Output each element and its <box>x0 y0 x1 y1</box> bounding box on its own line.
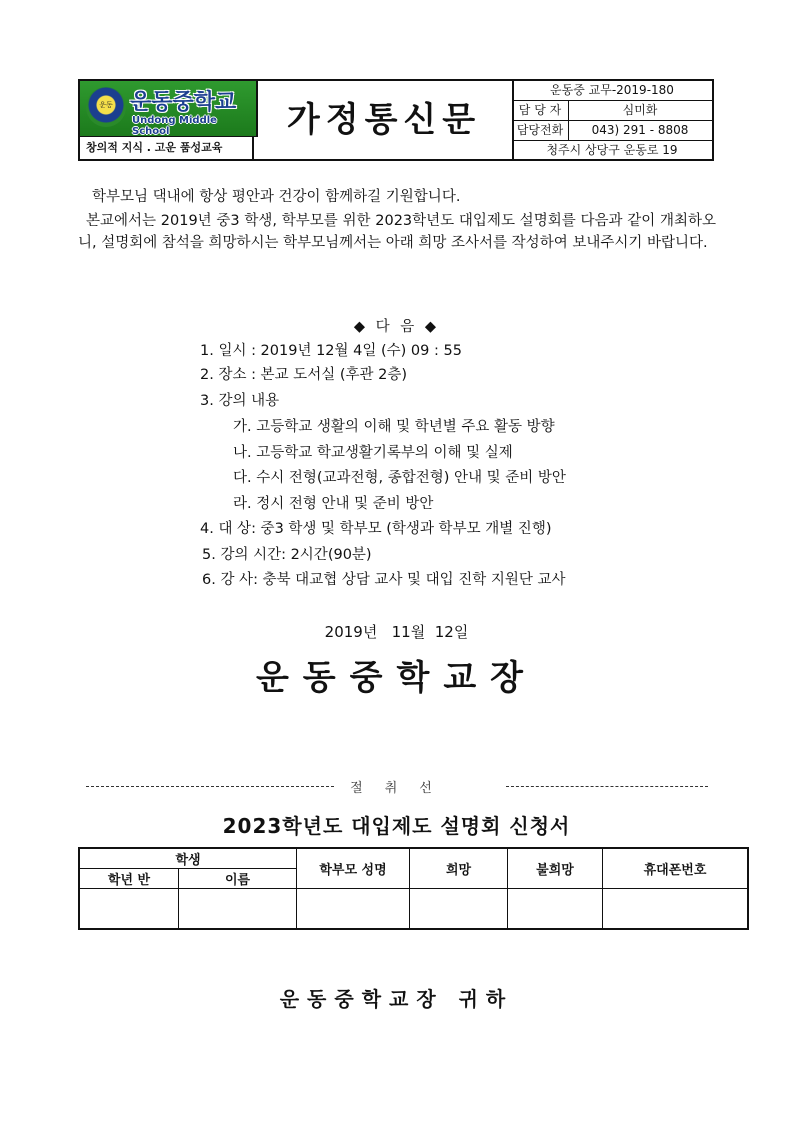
application-table <box>78 847 749 930</box>
no-hope-header: 불희망 <box>508 848 603 889</box>
doc-info-box <box>512 81 712 159</box>
school-emblem-icon <box>86 87 126 127</box>
detail-item: 2. 장소 : 본교 도서실 (후관 2층) <box>200 367 407 383</box>
grade-class-header: 학년 반 <box>79 869 179 889</box>
cut-dash-left <box>86 786 334 787</box>
phone-row <box>512 121 712 141</box>
parent-name-header: 학부모 성명 <box>297 848 410 889</box>
detail-subitem: 라. 정시 전형 안내 및 준비 방안 <box>233 496 434 512</box>
manager-value: 심미화 <box>622 103 658 117</box>
detail-subitem: 가. 고등학교 생활의 이해 및 학년별 주요 활동 방향 <box>233 419 555 435</box>
no-hope-field[interactable] <box>508 889 603 929</box>
school-motto: 창의적 지식 . 고운 품성교육 <box>80 136 254 159</box>
grade-class-field[interactable] <box>79 889 179 929</box>
hope-field[interactable] <box>410 889 508 929</box>
hope-header: 희망 <box>410 848 508 889</box>
manager-label: 담 당 자 <box>512 101 569 120</box>
name-field[interactable] <box>179 889 297 929</box>
logo-school-name-en: Undong Middle School <box>132 115 217 137</box>
detail-item: 4. 대 상: 중3 학생 및 학부모 (학생과 학부모 개별 진행) <box>200 521 552 537</box>
parent-name-field[interactable] <box>297 889 410 929</box>
detail-item: 3. 강의 내용 <box>200 393 280 409</box>
detail-item: 6. 강 사: 충북 대교협 상담 교사 및 대입 진학 지원단 교사 <box>202 572 566 588</box>
principal-signature: 운동중학교장 <box>255 658 538 698</box>
intro-body: 본교에서는 2019년 중3 학생, 학부모를 위한 2023학년도 대입제도 설명회를 다음과 같이 개최하오니, 설명회에 참석을 희망하시는 학부모님께서는 아래 희망 조사서를 작성하여 보내주시기 바랍니다. <box>78 213 716 251</box>
doc-number-row <box>512 81 712 101</box>
phone-label: 담당전화 <box>512 121 569 140</box>
emblem-text: 운동 <box>99 101 113 109</box>
address-row <box>512 141 712 160</box>
detail-subitem: 나. 고등학교 학교생활기록부의 이해 및 실제 <box>233 445 513 461</box>
name-header: 이름 <box>179 869 297 889</box>
phone-value: 043) 291 - 8808 <box>591 123 689 137</box>
intro-greeting: 학부모님 댁내에 항상 평안과 건강이 함께하길 기원합니다. <box>92 189 461 205</box>
cut-line <box>86 777 708 797</box>
doc-number: 운동중 교무-2019-180 <box>550 83 674 97</box>
detail-item: 5. 강의 시간: 2시간(90분) <box>202 547 372 563</box>
phone-field[interactable] <box>603 889 749 929</box>
school-address: 청주시 상당구 운동로 19 <box>546 143 678 157</box>
cut-label: 절취선 <box>350 781 454 796</box>
detail-subitem: 다. 수시 전형(교과전형, 종합전형) 안내 및 준비 방안 <box>233 470 566 486</box>
student-header: 학생 <box>79 848 297 869</box>
issue-date: 2019년 11월 12일 <box>324 623 469 641</box>
detail-item: 1. 일시 : 2019년 12월 4일 (수) 09 : 55 <box>200 343 462 359</box>
document-title: 가정통신문 <box>256 81 514 159</box>
school-logo <box>80 81 258 137</box>
details-heading: ◆ 다 음 ◆ <box>353 319 440 335</box>
closing-addressee: 운동중학교장 귀하 <box>279 987 514 1011</box>
letter-header <box>78 79 714 161</box>
form-title: 2023학년도 대입제도 설명회 신청서 <box>222 814 571 838</box>
logo-school-name: 운동중학교 <box>130 90 237 115</box>
phone-header: 휴대폰번호 <box>603 848 749 889</box>
manager-row <box>512 101 712 121</box>
cut-dash-right <box>506 786 708 787</box>
